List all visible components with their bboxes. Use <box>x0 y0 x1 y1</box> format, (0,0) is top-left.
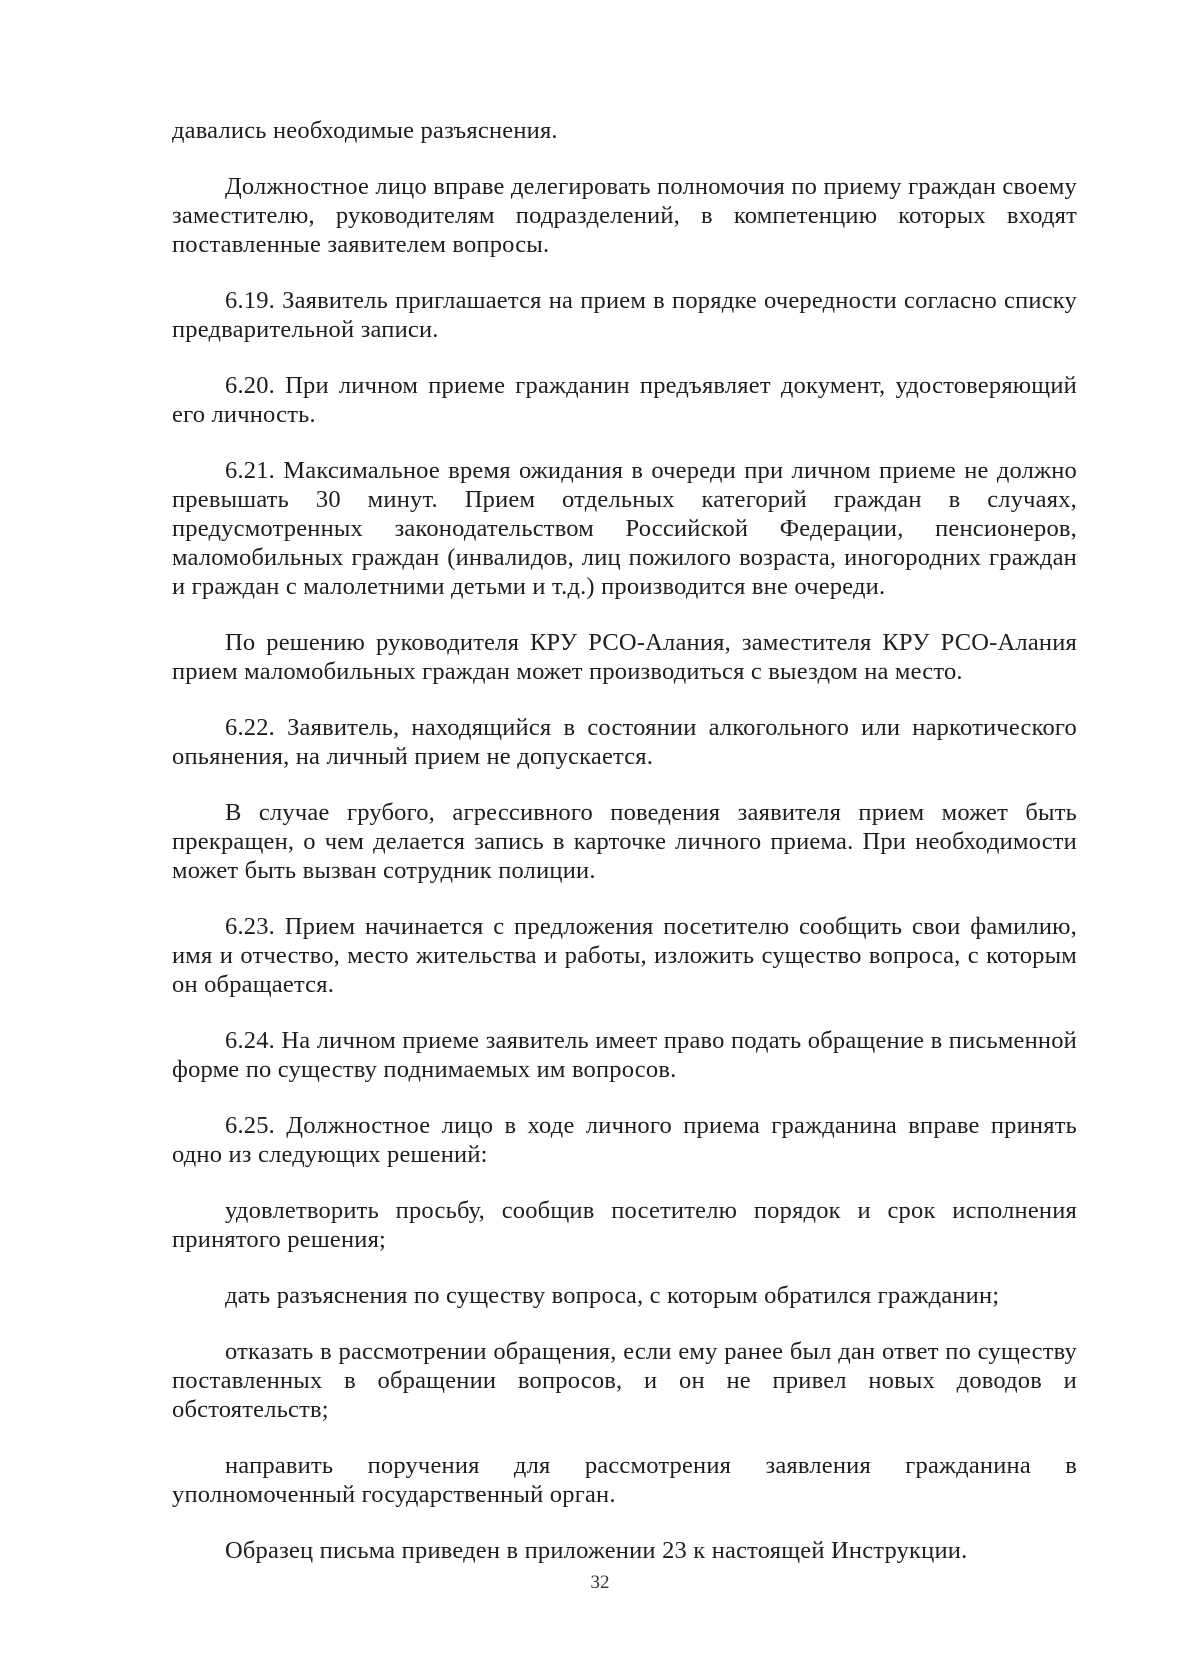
document-body <box>172 116 1077 1592</box>
paragraph-aggressive-behavior: В случае грубого, агрессивного поведения заявителя прием может быть прекращен, о чем делается запись в карточке личного приема. При необходимости может быть вызван сотрудник полиции. <box>172 799 1077 884</box>
paragraph-6-24: 6.24. На личном приеме заявитель имеет право подать обращение в письменной форме по существу поднимаемых им вопросов. <box>172 1027 1077 1083</box>
paragraph-6-23: 6.23. Прием начинается с предложения посетителю сообщить свои фамилию, имя и отчество, место жительства и работы, изложить существо вопроса, с которым он обращается. <box>172 913 1077 998</box>
paragraph-decision-explain: дать разъяснения по существу вопроса, с которым обратился гражданин; <box>225 1282 1000 1309</box>
paragraph-decision-satisfy: удовлетворить просьбу, сообщив посетителю порядок и срок исполнения принятого решения; <box>172 1197 1077 1253</box>
paragraph-delegation: Должностное лицо вправе делегировать полномочия по приему граждан своему заместителю, руководителям подразделений, в компетенцию которых входят поставленные заявителем вопросы. <box>172 173 1077 258</box>
paragraph-6-22: 6.22. Заявитель, находящийся в состоянии алкогольного или наркотического опьянения, на личный прием не допускается. <box>172 714 1077 770</box>
paragraph-decision-refuse: отказать в рассмотрении обращения, если ему ранее был дан ответ по существу поставленных в обращении вопросов, и он не привел новых доводов и обстоятельств; <box>172 1338 1077 1423</box>
paragraph-6-25: 6.25. Должностное лицо в ходе личного приема гражданина вправе принять одно из следующих решений: <box>172 1112 1077 1168</box>
paragraph-6-19: 6.19. Заявитель приглашается на прием в порядке очередности согласно списку предварительной записи. <box>172 287 1077 343</box>
paragraph-6-21: 6.21. Максимальное время ожидания в очереди при личном приеме не должно превышать 30 минут. Прием отдельных категорий граждан в случаях, предусмотренных законодательством Российской Федерации, пенсионеров, маломобильных граждан (инвалидов, лиц пожилого возраста, иногородних граждан и граждан с малолетними детьми и т.д.) производится вне очереди. <box>172 457 1077 600</box>
paragraph-sample-letter: Образец письма приведен в приложении 23 к настоящей Инструкции. <box>225 1537 968 1564</box>
page-number: 32 <box>590 1572 610 1593</box>
paragraph-mobility-visit: По решению руководителя КРУ РСО-Алания, заместителя КРУ РСО-Алания прием маломобильных граждан может производиться с выездом на место. <box>172 629 1077 685</box>
paragraph-decision-forward: направить поручения для рассмотрения заявления гражданина в уполномоченный государственный орган. <box>172 1452 1077 1508</box>
paragraph-continuation: давались необходимые разъяснения. <box>172 117 558 144</box>
paragraph-6-20: 6.20. При личном приеме гражданин предъявляет документ, удостоверяющий его личность. <box>172 372 1077 428</box>
